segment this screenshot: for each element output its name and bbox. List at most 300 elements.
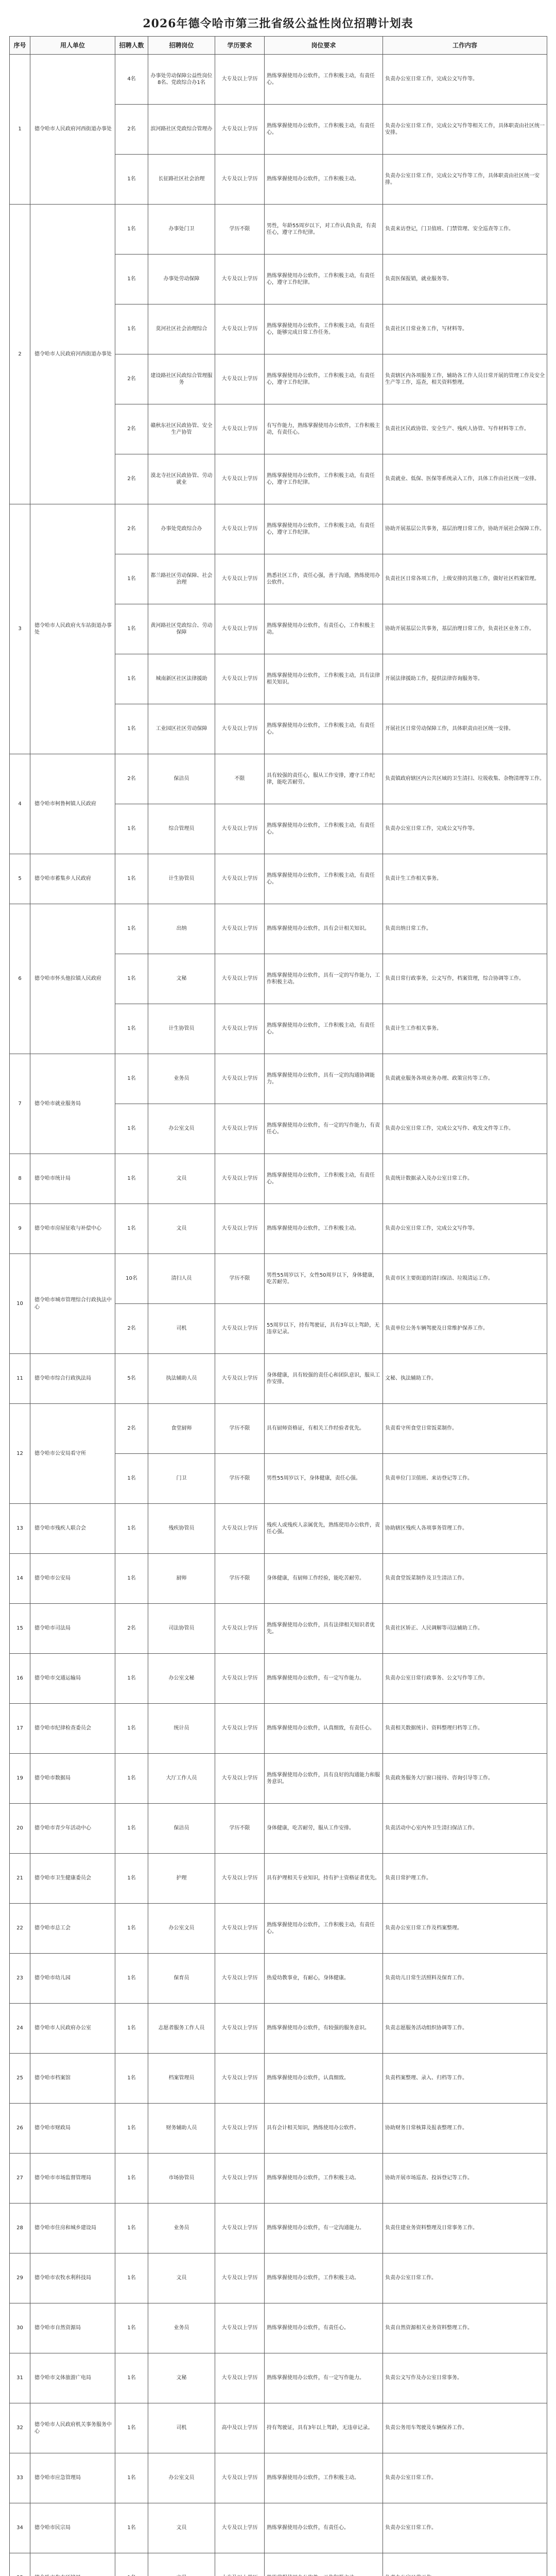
work-content-cell: 负责办公室日常工作，完成公文写作等相关工作，具体职责由社区统一安排。 <box>383 105 547 155</box>
work-content-cell: 负责计生工作相关事务。 <box>383 854 547 904</box>
requirements-cell: 熟练掌握使用办公软件，认真细致，有责任心。 <box>265 1704 383 1754</box>
work-content-cell: 协助财务日常核算及报表整理工作。 <box>383 2104 547 2154</box>
count-cell: 1名 <box>115 1904 148 1954</box>
unit-cell: 德令哈市总工会 <box>30 1904 115 1954</box>
work-content-cell: 负责辖区内各项服务工作，辅助各工作人员日常开展的管理工作及安全生产等工作，巡查，相关资料整理。 <box>383 354 547 404</box>
unit-cell: 德令哈市统计局 <box>30 1154 115 1204</box>
table-row <box>10 2104 547 2154</box>
requirements-cell: 熟练掌握使用办公软件，工作积极主动，有责任心。 <box>265 1904 383 1954</box>
header-post: 招聘岗位 <box>148 37 215 55</box>
post-cell: 都兰路社区劳动保障、社会治理 <box>148 554 215 604</box>
work-content-cell: 负责来访登记，门卫值班、门禁管理、安全巡查等工作。 <box>383 205 547 255</box>
post-cell: 大厅工作人员 <box>148 1754 215 1804</box>
education-cell: 大专及以上学历 <box>215 954 265 1004</box>
requirements-cell: 持有驾驶证，具有3年以上驾龄，无违章记录。 <box>265 2403 383 2453</box>
work-content-cell: 开展法律援助工作，提供法律咨询服务等。 <box>383 654 547 704</box>
requirements-cell: 熟练掌握使用办公软件，工作积极主动，有责任心，能够完成日常工作任务。 <box>265 304 383 354</box>
post-cell: 档案管理员 <box>148 2054 215 2104</box>
unit-cell <box>30 2553 115 2576</box>
post-cell: 护理 <box>148 1854 215 1904</box>
education-cell: 大专及以上学历 <box>215 1054 265 1104</box>
education-cell: 大专及以上学历 <box>215 2104 265 2154</box>
work-content-cell: 负责市区主要街道的清扫保洁、垃圾清运工作。 <box>383 1254 547 1304</box>
seq-cell: 3 <box>10 504 30 754</box>
education-cell: 大专及以上学历 <box>215 1754 265 1804</box>
unit-cell: 德令哈市纪律检查委员会 <box>30 1704 115 1754</box>
education-cell: 学历不限 <box>215 1454 265 1504</box>
education-cell: 大专及以上学历 <box>215 1354 265 1404</box>
post-cell: 办公室文秘 <box>148 1654 215 1704</box>
count-cell: 1名 <box>115 2303 148 2353</box>
work-content-cell: 负责志愿服务活动组织协调等工作。 <box>383 2004 547 2054</box>
unit-cell: 德令哈市公安局 <box>30 1554 115 1604</box>
unit-cell: 德令哈市蓄集乡人民政府 <box>30 854 115 904</box>
seq-cell: 9 <box>10 1204 30 1254</box>
post-cell: 莫河社区社会治理综合 <box>148 304 215 354</box>
count-cell: 1名 <box>115 1104 148 1154</box>
count-cell: 1名 <box>115 904 148 954</box>
work-content-cell: 开展社区日常劳动保障工作，具体职责由社区统一安排。 <box>383 704 547 754</box>
post-cell: 执法辅助人员 <box>148 1354 215 1404</box>
requirements-cell: 熟练掌握使用办公软件，认真细致。 <box>265 2054 383 2104</box>
seq-cell: 15 <box>10 1604 30 1654</box>
table-row <box>10 2503 547 2553</box>
table-row <box>10 2453 547 2503</box>
requirements-cell: 熟悉社区工作，责任心强，善于沟通，熟练使用办公软件。 <box>265 554 383 604</box>
unit-cell: 德令哈市幼儿园 <box>30 1954 115 2004</box>
unit-cell: 德令哈市人民政府河西街道办事处 <box>30 55 115 205</box>
count-cell: 1名 <box>115 1504 148 1554</box>
count-cell: 1名 <box>115 954 148 1004</box>
post-cell: 残疾协管员 <box>148 1504 215 1554</box>
education-cell: 高中及以上学历 <box>215 2403 265 2453</box>
unit-cell: 德令哈市司法局 <box>30 1604 115 1654</box>
seq-cell: 16 <box>10 1654 30 1704</box>
work-content-cell: 文秘、执法辅助工作。 <box>383 1354 547 1404</box>
work-content-cell: 负责单位门卫值班、来访登记等工作。 <box>383 1454 547 1504</box>
count-cell: 1名 <box>115 2353 148 2403</box>
count-cell: 2名 <box>115 1304 148 1354</box>
work-content-cell: 负责档案整理、录入、归档等工作。 <box>383 2054 547 2104</box>
count-cell: 1名 <box>115 1154 148 1204</box>
requirements-cell: 熟练掌握使用办公软件，具有良好的沟通能力和服务意识。 <box>265 1754 383 1804</box>
unit-cell: 德令哈市数据局 <box>30 1754 115 1804</box>
unit-cell: 德令哈市人民政府办公室 <box>30 2004 115 2054</box>
count-cell: 1名 <box>115 1804 148 1854</box>
post-cell: 文员 <box>148 2503 215 2553</box>
seq-cell: 30 <box>10 2303 30 2353</box>
post-cell: 赣秋东社区民政协管、安全生产协管 <box>148 404 215 454</box>
post-cell: 志愿者服务工作人员 <box>148 2004 215 2054</box>
post-cell: 建设路社区民政综合管理服务 <box>148 354 215 404</box>
education-cell: 学历不限 <box>215 1404 265 1454</box>
seq-cell: 14 <box>10 1554 30 1604</box>
header-education: 学历要求 <box>215 37 265 55</box>
unit-cell: 德令哈市柯鲁柯镇人民政府 <box>30 754 115 854</box>
unit-cell: 德令哈市人民政府机关事务服务中心 <box>30 2403 115 2453</box>
count-cell: 2名 <box>115 1404 148 1454</box>
post-cell: 计生协管员 <box>148 1004 215 1054</box>
unit-cell: 德令哈市房屋征收与补偿中心 <box>30 1204 115 1254</box>
requirements-cell: 身体健康，有厨师工作经验，能吃苦耐劳。 <box>265 1554 383 1604</box>
count-cell <box>115 2553 148 2576</box>
education-cell: 大专及以上学历 <box>215 2353 265 2403</box>
unit-cell: 德令哈市交通运输局 <box>30 1654 115 1704</box>
education-cell: 大专及以上学历 <box>215 904 265 954</box>
table-row <box>10 904 547 954</box>
requirements-cell: 熟练掌握使用办公软件，具有会计相关知识。 <box>265 904 383 954</box>
work-content-cell <box>383 2553 547 2576</box>
education-cell: 大专及以上学历 <box>215 554 265 604</box>
count-cell: 5名 <box>115 1354 148 1404</box>
education-cell: 大专及以上学历 <box>215 404 265 454</box>
table-row <box>10 2054 547 2104</box>
count-cell: 1名 <box>115 2503 148 2553</box>
education-cell: 大专及以上学历 <box>215 155 265 205</box>
work-content-cell: 负责政务服务大厅窗口接待、咨询引导等工作。 <box>383 1754 547 1804</box>
unit-cell: 德令哈市残疾人联合会 <box>30 1504 115 1554</box>
education-cell: 大专及以上学历 <box>215 2004 265 2054</box>
table-row <box>10 1204 547 1254</box>
education-cell: 学历不限 <box>215 1254 265 1304</box>
post-cell: 财务辅助人员 <box>148 2104 215 2154</box>
work-content-cell: 负责统计数据录入及办公室日常工作。 <box>383 1154 547 1204</box>
table-row <box>10 2553 547 2576</box>
count-cell: 1名 <box>115 1704 148 1754</box>
count-cell: 1名 <box>115 854 148 904</box>
work-content-cell: 负责活动中心室内外卫生清扫保洁工作。 <box>383 1804 547 1854</box>
work-content-cell: 负责公务用车驾驶及车辆保养工作。 <box>383 2403 547 2453</box>
work-content-cell: 负责镇政府辖区内公共区域的卫生清扫、垃圾收集、杂物清理等工作。 <box>383 754 547 804</box>
header-requirements: 岗位要求 <box>265 37 383 55</box>
table-row <box>10 1154 547 1204</box>
table-row <box>10 1504 547 1554</box>
requirements-cell: 熟练掌握使用办公软件，工作积极主动，有责任心。 <box>265 854 383 904</box>
work-content-cell: 负责办公室日常工作。 <box>383 2253 547 2303</box>
requirements-cell: 熟练掌握使用办公软件，有一定的写作能力，有责任心。 <box>265 1104 383 1154</box>
recruitment-table <box>9 36 547 2576</box>
count-cell: 1名 <box>115 1654 148 1704</box>
count-cell: 1名 <box>115 1754 148 1804</box>
requirements-cell: 熟练掌握使用办公软件，具有一定的沟通协调能力。 <box>265 1054 383 1104</box>
post-cell: 文员 <box>148 2253 215 2303</box>
count-cell: 1名 <box>115 2004 148 2054</box>
unit-cell: 德令哈市应急管理局 <box>30 2453 115 2503</box>
count-cell: 1名 <box>115 1454 148 1504</box>
post-cell: 食堂厨师 <box>148 1404 215 1454</box>
unit-cell: 德令哈市就业服务局 <box>30 1054 115 1154</box>
unit-cell: 德令哈市综合行政执法局 <box>30 1354 115 1404</box>
work-content-cell: 负责医保报销，就业服务等。 <box>383 255 547 304</box>
requirements-cell: 有写作能力，熟练掌握使用办公软件，工作积极主动，有责任心。 <box>265 404 383 454</box>
requirements-cell: 熟练掌握使用办公软件，具有法律相关知识者优先。 <box>265 1604 383 1654</box>
seq-cell: 4 <box>10 754 30 854</box>
post-cell: 门卫 <box>148 1454 215 1504</box>
header-count: 招聘人数 <box>115 37 148 55</box>
requirements-cell: 男性55周岁以下，女性50周岁以下，身体健康，吃苦耐劳。 <box>265 1254 383 1304</box>
education-cell: 大专及以上学历 <box>215 504 265 554</box>
education-cell: 大专及以上学历 <box>215 2453 265 2503</box>
requirements-cell: 熟练掌握使用办公软件，工作积极主动，有责任心。 <box>265 1004 383 1054</box>
education-cell: 大专及以上学历 <box>215 454 265 504</box>
education-cell: 大专及以上学历 <box>215 55 265 105</box>
requirements-cell: 熟练掌握使用办公软件，工作积极主动。 <box>265 155 383 205</box>
count-cell: 1名 <box>115 1554 148 1604</box>
seq-cell: 12 <box>10 1404 30 1504</box>
work-content-cell: 负责出纳日常工作。 <box>383 904 547 954</box>
count-cell: 1名 <box>115 304 148 354</box>
requirements-cell: 熟练掌握使用办公软件，工作积极主动，有责任心，遵守工作纪律。 <box>265 454 383 504</box>
post-cell: 办公室文员 <box>148 2453 215 2503</box>
unit-cell: 德令哈市公安局看守所 <box>30 1404 115 1504</box>
seq-cell: 8 <box>10 1154 30 1204</box>
education-cell: 大专及以上学历 <box>215 704 265 754</box>
unit-cell: 德令哈市文体旅游广电局 <box>30 2353 115 2403</box>
seq-cell: 27 <box>10 2154 30 2204</box>
count-cell: 1名 <box>115 205 148 255</box>
seq-cell: 6 <box>10 904 30 1054</box>
count-cell: 2名 <box>115 105 148 155</box>
count-cell: 1名 <box>115 2154 148 2204</box>
requirements-cell: 具有会计相关知识，熟练使用办公软件。 <box>265 2104 383 2154</box>
count-cell: 10名 <box>115 1254 148 1304</box>
count-cell: 2名 <box>115 454 148 504</box>
table-row <box>10 2154 547 2204</box>
table-row <box>10 854 547 904</box>
table-row <box>10 1054 547 1104</box>
post-cell: 市场协管员 <box>148 2154 215 2204</box>
count-cell: 1名 <box>115 2453 148 2503</box>
count-cell: 1名 <box>115 1054 148 1104</box>
unit-cell: 德令哈市怀头他拉镇人民政府 <box>30 904 115 1054</box>
seq-cell: 7 <box>10 1054 30 1154</box>
requirements-cell: 熟练掌握使用办公软件，工作积极主动，有责任心。 <box>265 704 383 754</box>
unit-cell: 德令哈市档案馆 <box>30 2054 115 2104</box>
header-work-content: 工作内容 <box>383 37 547 55</box>
count-cell: 1名 <box>115 2403 148 2453</box>
post-cell: 厨师 <box>148 1554 215 1604</box>
table-row <box>10 1904 547 1954</box>
unit-cell: 德令哈市民宗局 <box>30 2503 115 2553</box>
requirements-cell: 男性，年龄55周岁以下，对工作认真负责，有责任心，遵守工作纪律。 <box>265 205 383 255</box>
education-cell: 大专及以上学历 <box>215 1504 265 1554</box>
post-cell: 司法协管员 <box>148 1604 215 1654</box>
work-content-cell: 负责就业、低保、医保等系统录入工作，具体工作由社区统一安排。 <box>383 454 547 504</box>
requirements-cell: 熟练掌握使用办公软件，有责任心。 <box>265 2303 383 2353</box>
requirements-cell: 熟练掌握使用办公软件，工作积极主动，有责任心。 <box>265 105 383 155</box>
table-row <box>10 2303 547 2353</box>
requirements-cell: 具有护理相关专业知识，持有护士资格证者优先。 <box>265 1854 383 1904</box>
table-row <box>10 754 547 804</box>
count-cell: 2名 <box>115 404 148 454</box>
work-content-cell: 协助辖区残疾人各项事务管理工作。 <box>383 1504 547 1554</box>
requirements-cell: 熟练掌握使用办公软件，有一定写作能力。 <box>265 1654 383 1704</box>
seq-cell: 33 <box>10 2453 30 2503</box>
education-cell: 不限 <box>215 754 265 804</box>
work-content-cell: 负责住建业务资料整理及日常事务工作。 <box>383 2204 547 2253</box>
seq-cell: 23 <box>10 1954 30 2004</box>
work-content-cell: 负责办公室日常工作，完成公文写作、收发文件等工作。 <box>383 1104 547 1154</box>
education-cell: 大专及以上学历 <box>215 2204 265 2253</box>
seq-cell: 31 <box>10 2353 30 2403</box>
unit-cell: 德令哈市自然资源局 <box>30 2303 115 2353</box>
count-cell: 2名 <box>115 754 148 804</box>
seq-cell: 11 <box>10 1354 30 1404</box>
unit-cell: 德令哈市城市管理综合行政执法中心 <box>30 1254 115 1354</box>
count-cell: 4名 <box>115 55 148 105</box>
post-cell: 文员 <box>148 1154 215 1204</box>
education-cell: 大专及以上学历 <box>215 255 265 304</box>
education-cell: 大专及以上学历 <box>215 2054 265 2104</box>
education-cell: 大专及以上学历 <box>215 1304 265 1354</box>
work-content-cell: 负责自然资源相关业务资料整理工作。 <box>383 2303 547 2353</box>
unit-cell: 德令哈市卫生健康委员会 <box>30 1854 115 1904</box>
count-cell: 1名 <box>115 2054 148 2104</box>
requirements-cell: 熟练掌握使用办公软件，具有一定的写作能力，工作积极主动。 <box>265 954 383 1004</box>
education-cell: 大专及以上学历 <box>215 1204 265 1254</box>
education-cell: 大专及以上学历 <box>215 1604 265 1654</box>
post-cell: 办事处党政综合办 <box>148 504 215 554</box>
requirements-cell: 熟练掌握使用办公软件，有责任心，工作积极主动。 <box>265 604 383 654</box>
work-content-cell: 负责食堂饭菜制作及卫生清洁工作。 <box>383 1554 547 1604</box>
post-cell: 业务员 <box>148 2303 215 2353</box>
education-cell: 大专及以上学历 <box>215 1104 265 1154</box>
post-cell: 办事处劳动保障公益性岗位8名、党政综合办1名 <box>148 55 215 105</box>
table-row <box>10 1254 547 1304</box>
count-cell: 1名 <box>115 1854 148 1904</box>
education-cell: 大专及以上学历 <box>215 604 265 654</box>
education-cell: 大专及以上学历 <box>215 1004 265 1054</box>
post-cell: 业务员 <box>148 1054 215 1104</box>
education-cell: 学历不限 <box>215 205 265 255</box>
post-cell: 计生协管员 <box>148 854 215 904</box>
table-row <box>10 1754 547 1804</box>
seq-cell: 34 <box>10 2503 30 2553</box>
table-row <box>10 1704 547 1754</box>
post-cell: 办事处门卫 <box>148 205 215 255</box>
work-content-cell: 负责计生工作相关事务。 <box>383 1004 547 1054</box>
work-content-cell: 负责日常行政事务，公文写作，档案管理，综合协调等工作。 <box>383 954 547 1004</box>
work-content-cell: 负责幼儿日常生活照料及保育工作。 <box>383 1954 547 2004</box>
seq-cell: 28 <box>10 2204 30 2253</box>
table-row <box>10 2204 547 2253</box>
post-cell: 办事处劳动保障 <box>148 255 215 304</box>
seq-cell: 13 <box>10 1504 30 1554</box>
seq-cell: 17 <box>10 1704 30 1754</box>
document-title: 2026年德令哈市第三批省级公益性岗位招聘计划表 <box>143 17 413 30</box>
requirements-cell: 身体健康，吃苦耐劳，服从工作安排。 <box>265 1804 383 1854</box>
requirements-cell <box>265 2553 383 2576</box>
table-row <box>10 2403 547 2453</box>
post-cell: 统计员 <box>148 1704 215 1754</box>
seq-cell: 24 <box>10 2004 30 2054</box>
education-cell: 大专及以上学历 <box>215 804 265 854</box>
requirements-cell: 熟练掌握使用办公软件，工作积极主动，有责任心，遵守工作纪律。 <box>265 504 383 554</box>
seq-cell: 22 <box>10 1904 30 1954</box>
education-cell: 大专及以上学历 <box>215 2303 265 2353</box>
work-content-cell: 负责办公室日常工作，完成公文写作等工作，具体职责由社区统一安排。 <box>383 155 547 205</box>
post-cell: 出纳 <box>148 904 215 954</box>
post-cell: 城南新区社区法律援助 <box>148 654 215 704</box>
education-cell: 大专及以上学历 <box>215 105 265 155</box>
requirements-cell: 熟练掌握使用办公软件，工作积极主动。 <box>265 1204 383 1254</box>
table-row <box>10 1954 547 2004</box>
post-cell: 保洁员 <box>148 1804 215 1854</box>
education-cell: 大专及以上学历 <box>215 1904 265 1954</box>
work-content-cell: 负责办公室日常行政事务、公文写作等工作。 <box>383 1654 547 1704</box>
requirements-cell: 熟练掌握使用办公软件，工作积极主动，有责任心。 <box>265 804 383 854</box>
header-seq: 序号 <box>10 37 30 55</box>
seq-cell: 10 <box>10 1254 30 1354</box>
requirements-cell: 熟练掌握使用办公软件，工作积极主动，有责任心。 <box>265 1154 383 1204</box>
post-cell: 文员 <box>148 1204 215 1254</box>
count-cell: 1名 <box>115 554 148 604</box>
unit-cell: 德令哈市财政局 <box>30 2104 115 2154</box>
post-cell: 办公室文员 <box>148 1104 215 1154</box>
requirements-cell: 具有较强的责任心，服从工作安排，遵守工作纪律，能吃苦耐劳。 <box>265 754 383 804</box>
work-content-cell: 负责办公室日常工作。 <box>383 2453 547 2503</box>
post-cell: 文秘 <box>148 2353 215 2403</box>
requirements-cell: 熟练掌握使用办公软件，工作积极主动，有责任心。 <box>265 55 383 105</box>
count-cell: 1名 <box>115 704 148 754</box>
requirements-cell: 熟练掌握使用办公软件，工作积极主动，具有法律相关知识。 <box>265 654 383 704</box>
work-content-cell: 负责就业服务各项业务办理、政策宣传等工作。 <box>383 1054 547 1104</box>
table-row <box>10 55 547 105</box>
work-content-cell: 负责社区日常业务工作，写材料等。 <box>383 304 547 354</box>
requirements-cell: 熟练掌握使用办公软件，有一定写作能力。 <box>265 2353 383 2403</box>
work-content-cell: 负责社区矫正、人民调解等司法辅助工作。 <box>383 1604 547 1654</box>
table-header-row <box>10 37 547 55</box>
header-unit: 用人单位 <box>30 37 115 55</box>
table-row <box>10 1854 547 1904</box>
education-cell: 大专及以上学历 <box>215 1154 265 1204</box>
post-cell: 司机 <box>148 2403 215 2453</box>
unit-cell: 德令哈市农牧水利科技局 <box>30 2253 115 2303</box>
education-cell: 大专及以上学历 <box>215 2253 265 2303</box>
work-content-cell: 负责社区日常各项工作，上级安排的其他工作，做好社区档案管理。 <box>383 554 547 604</box>
table-row <box>10 1404 547 1454</box>
education-cell: 大专及以上学历 <box>215 1654 265 1704</box>
unit-cell: 德令哈市人民政府火车站街道办事处 <box>30 504 115 754</box>
education-cell: 大专及以上学历 <box>215 1954 265 2004</box>
table-row <box>10 205 547 255</box>
seq-cell: 2 <box>10 205 30 504</box>
table-row <box>10 1554 547 1604</box>
count-cell: 2名 <box>115 354 148 404</box>
requirements-cell: 熟练掌握使用办公软件，工作积极主动。 <box>265 2154 383 2204</box>
work-content-cell: 负责公文写作及办公室日常事务。 <box>383 2353 547 2403</box>
post-cell: 综合管理员 <box>148 804 215 854</box>
education-cell: 大专及以上学历 <box>215 2154 265 2204</box>
post-cell: 清扫人员 <box>148 1254 215 1304</box>
post-cell: 保洁员 <box>148 754 215 804</box>
post-cell <box>148 2553 215 2576</box>
count-cell: 1名 <box>115 804 148 854</box>
count-cell: 1名 <box>115 604 148 654</box>
count-cell: 1名 <box>115 1954 148 2004</box>
post-cell: 滨河路社区党政综合管理办 <box>148 105 215 155</box>
table-row <box>10 2004 547 2054</box>
seq-cell <box>10 2553 30 2576</box>
table-row <box>10 1654 547 1704</box>
post-cell: 保育员 <box>148 1954 215 2004</box>
work-content-cell: 负责日常护理工作。 <box>383 1854 547 1904</box>
requirements-cell: 身体健康，具有较强的责任心和团队意识，服从工作安排。 <box>265 1354 383 1404</box>
requirements-cell: 熟练掌握使用办公软件，有一定沟通能力。 <box>265 2204 383 2253</box>
seq-cell: 29 <box>10 2253 30 2303</box>
count-cell: 1名 <box>115 155 148 205</box>
count-cell: 1名 <box>115 1204 148 1254</box>
